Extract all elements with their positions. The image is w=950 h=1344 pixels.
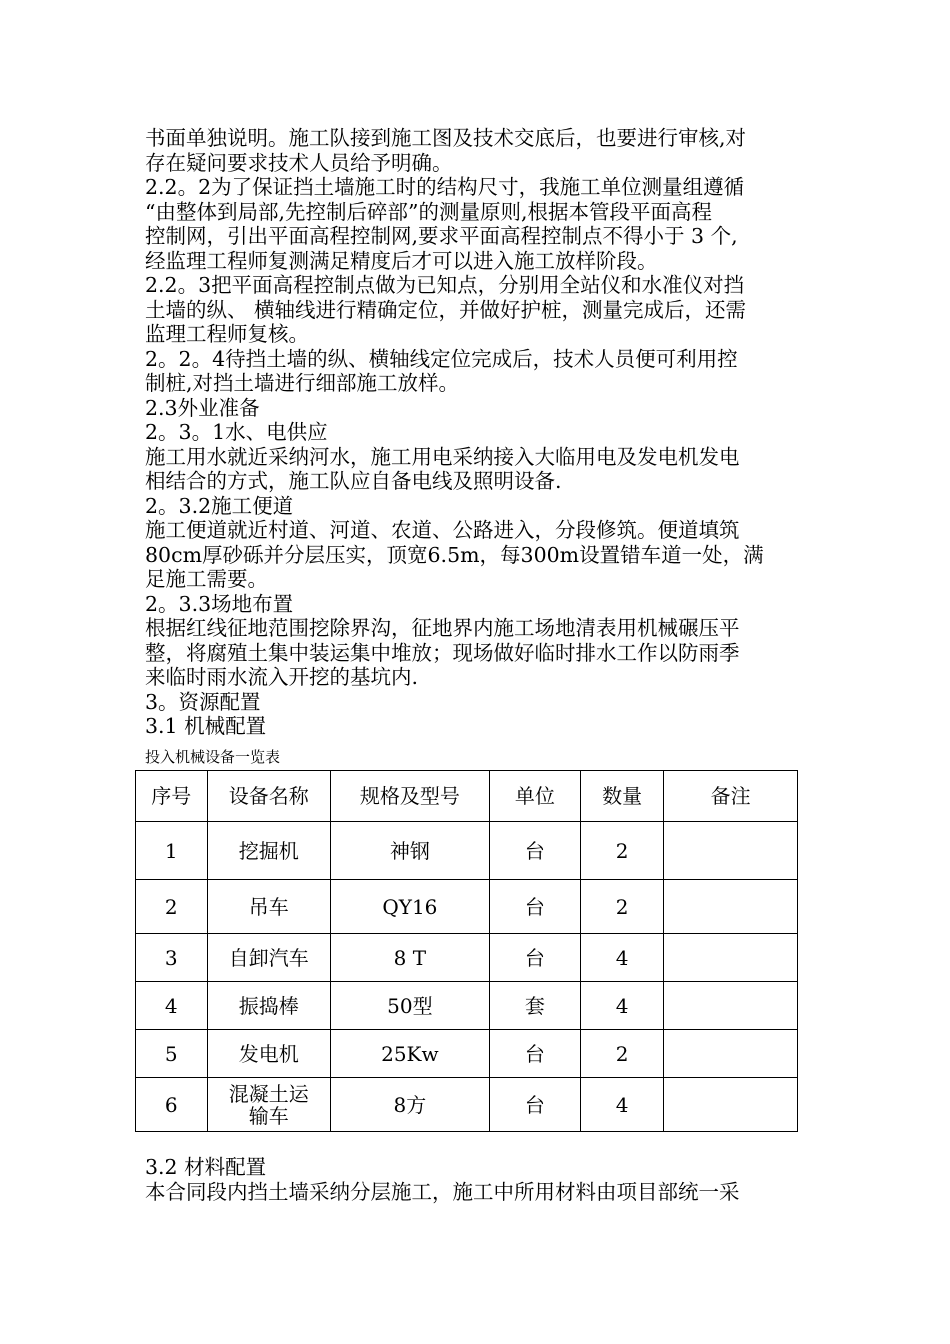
text-line: 整，将腐殖土集中装运集中堆放；现场做好临时排水工作以防雨季 xyxy=(145,640,740,665)
text-line: 足施工需要。 xyxy=(145,567,268,591)
text-line: 来临时雨水流入开挖的基坑内. xyxy=(145,665,419,689)
table-cell: 2 xyxy=(580,880,663,934)
text-line: 本合同段内挡土墙采纳分层施工，施工中所用材料由项目部统一采 xyxy=(145,1179,740,1204)
equipment-table xyxy=(135,770,798,1132)
table-caption: 投入机械设备一览表 xyxy=(145,748,281,766)
table-row xyxy=(136,982,798,1030)
text-line: 相结合的方式，施工队应自备电线及照明设备. xyxy=(145,469,562,493)
body-text-top xyxy=(145,126,805,739)
table-cell xyxy=(664,822,798,880)
header-cell: 设备名称 xyxy=(207,771,330,822)
text-line: 2.2。2为了保证挡土墙施工时的结构尺寸，我施工单位测量组遵循 xyxy=(145,175,745,199)
table-cell xyxy=(664,1030,798,1078)
table-cell: 发电机 xyxy=(207,1030,330,1078)
table-cell xyxy=(664,880,798,934)
section-heading: 2。3。1水、电供应 xyxy=(145,420,328,444)
header-cell: 序号 xyxy=(136,771,208,822)
table-cell: 台 xyxy=(489,822,580,880)
table-cell xyxy=(664,934,798,982)
text-line: 土墙的纵、 横轴线进行精确定位，并做好护桩，测量完成后，还需 xyxy=(145,297,747,322)
table-cell: 台 xyxy=(489,934,580,982)
table-cell: 4 xyxy=(580,934,663,982)
header-cell: 单位 xyxy=(489,771,580,822)
table-cell: 台 xyxy=(489,1030,580,1078)
body-text-bottom xyxy=(145,1155,805,1204)
table-cell: 挖掘机 xyxy=(207,822,330,880)
text-line: 施工便道就近村道、河道、农道、公路进入，分段修筑。便道填筑 xyxy=(145,518,740,542)
text-line: 监理工程师复核。 xyxy=(145,322,309,346)
table-cell: 25Kw xyxy=(330,1030,489,1078)
table-cell: 台 xyxy=(489,1078,580,1132)
header-cell: 规格及型号 xyxy=(330,771,489,822)
section-heading: 2。3.2施工便道 xyxy=(145,493,294,518)
table-cell: 8 T xyxy=(330,934,489,982)
table-row xyxy=(136,880,798,934)
text-line: 2.2。3把平面高程控制点做为已知点，分别用全站仪和水准仪对挡 xyxy=(145,273,745,297)
table-cell: 1 xyxy=(136,822,208,880)
text-line: 2。2。4待挡土墙的纵、横轴线定位完成后，技术人员便可利用控 xyxy=(145,346,738,371)
table-cell: 4 xyxy=(580,982,663,1030)
table-row xyxy=(136,822,798,880)
table-cell: 振捣棒 xyxy=(207,982,330,1030)
table-cell: 4 xyxy=(580,1078,663,1132)
section-heading: 3.1 机械配置 xyxy=(145,714,267,738)
table-cell: 吊车 xyxy=(207,880,330,934)
table-cell: 3 xyxy=(136,934,208,982)
text-line: 根据红线征地范围挖除界沟，征地界内施工场地清表用机械碾压平 xyxy=(145,616,740,640)
text-line: 控制网，引出平面高程控制网,要求平面高程控制点不得小于 3 个, xyxy=(145,224,738,248)
text-line: 经监理工程师复测满足精度后才可以进入施工放样阶段。 xyxy=(145,248,658,273)
table-row xyxy=(136,934,798,982)
section-heading: 3。资源配置 xyxy=(145,689,261,714)
table-cell: 神钢 xyxy=(330,822,489,880)
table-cell: 8方 xyxy=(330,1078,489,1132)
table-cell: 4 xyxy=(136,982,208,1030)
section-heading: 2。3.3场地布置 xyxy=(145,591,294,616)
table-cell: 自卸汽车 xyxy=(207,934,330,982)
section-heading: 3.2 材料配置 xyxy=(145,1155,267,1179)
text-line: 80cm厚砂砾并分层压实，顶宽6.5m，每300m设置错车道一处，满 xyxy=(145,542,764,567)
table-cell: 6 xyxy=(136,1078,208,1132)
text-line: 存在疑问要求技术人员给予明确。 xyxy=(145,150,453,175)
table-header-row xyxy=(136,771,798,822)
table-cell xyxy=(664,982,798,1030)
table-cell: 2 xyxy=(136,880,208,934)
table-cell xyxy=(664,1078,798,1132)
table-cell: QY16 xyxy=(330,880,489,934)
text-line: “由整体到局部,先控制后碎部”的测量原则,根据本管段平面高程 xyxy=(145,199,712,224)
table-cell: 2 xyxy=(580,822,663,880)
table-cell: 2 xyxy=(580,1030,663,1078)
table-cell: 套 xyxy=(489,982,580,1030)
table-row xyxy=(136,1078,798,1132)
text-line: 施工用水就近采纳河水，施工用电采纳接入大临用电及发电机发电 xyxy=(145,444,740,469)
table-cell: 5 xyxy=(136,1030,208,1078)
table-cell: 50型 xyxy=(330,982,489,1030)
table-cell: 混凝土运 输车 xyxy=(207,1078,330,1132)
header-cell: 备注 xyxy=(664,771,798,822)
table-cell: 台 xyxy=(489,880,580,934)
header-cell: 数量 xyxy=(580,771,663,822)
section-heading: 2.3外业准备 xyxy=(145,395,260,420)
text-line: 制桩,对挡土墙进行细部施工放样。 xyxy=(145,371,460,395)
text-line: 书面单独说明。施工队接到施工图及技术交底后，也要进行审核,对 xyxy=(145,126,747,150)
table-row xyxy=(136,1030,798,1078)
